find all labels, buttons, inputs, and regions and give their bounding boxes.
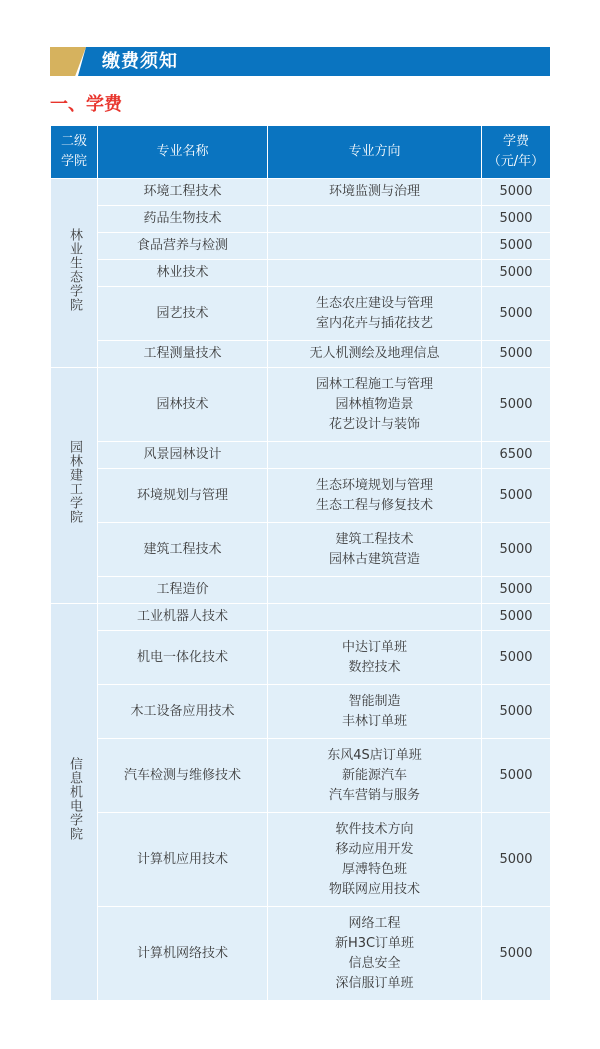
direction-item: 生态工程与修复技术 (315, 497, 433, 513)
direction-item: 汽车营销与服务 (328, 787, 420, 803)
college-cell: 园林建工学院 (51, 368, 98, 604)
header-college: 二级 学院 (51, 126, 98, 179)
direction-cell (268, 179, 482, 206)
direction-cell (268, 907, 482, 1001)
table-row (51, 577, 551, 604)
direction-item: 环境监测与治理 (328, 184, 420, 199)
major-cell: 药品生物技术 (98, 206, 268, 233)
direction-cell (268, 287, 482, 341)
section-title: 一、学费 (50, 94, 122, 115)
major-cell: 工程造价 (98, 577, 268, 604)
direction-item: 信息安全 (348, 955, 401, 971)
direction-item: 软件技术方向 (335, 821, 414, 837)
direction-cell (268, 469, 482, 523)
direction-item: 园林古建筑营造 (328, 551, 420, 567)
direction-item: 花艺设计与装饰 (328, 416, 420, 432)
direction-item: 园林工程施工与管理 (315, 376, 433, 392)
direction-cell (268, 260, 482, 287)
direction-cell (268, 739, 482, 813)
direction-item: 中达订单班 (341, 639, 407, 655)
banner-title: 缴费须知 (102, 51, 178, 72)
header-major: 专业名称 (98, 126, 268, 179)
direction-item: 建筑工程技术 (335, 531, 414, 547)
table-header-row (51, 126, 551, 179)
major-cell: 工业机器人技术 (98, 604, 268, 631)
direction-item: 移动应用开发 (335, 841, 414, 857)
table-row (51, 287, 551, 341)
fee-cell: 5000 (482, 206, 551, 233)
table-row (51, 631, 551, 685)
direction-item: 生态农庄建设与管理 (315, 295, 433, 311)
table-row (51, 233, 551, 260)
fee-cell: 5000 (482, 287, 551, 341)
direction-cell (268, 442, 482, 469)
major-cell: 建筑工程技术 (98, 523, 268, 577)
major-cell: 机电一体化技术 (98, 631, 268, 685)
major-cell: 林业技术 (98, 260, 268, 287)
direction-cell (268, 813, 482, 907)
direction-cell (268, 685, 482, 739)
header-fee: 学费 （元/年） (482, 126, 551, 179)
direction-item: 生态环境规划与管理 (315, 477, 433, 493)
table-row (51, 685, 551, 739)
major-cell: 计算机网络技术 (98, 907, 268, 1001)
fee-table (50, 125, 551, 1001)
major-cell: 计算机应用技术 (98, 813, 268, 907)
fee-cell: 5000 (482, 907, 551, 1001)
direction-item: 网络工程 (348, 915, 401, 931)
major-cell: 木工设备应用技术 (98, 685, 268, 739)
fee-cell: 5000 (482, 179, 551, 206)
table-body (51, 179, 551, 1001)
table-row (51, 341, 551, 368)
fee-cell: 5000 (482, 469, 551, 523)
table-row (51, 260, 551, 287)
fee-cell: 6500 (482, 442, 551, 469)
table-row (51, 368, 551, 442)
direction-item: 数控技术 (348, 659, 401, 675)
fee-cell: 5000 (482, 685, 551, 739)
fee-cell: 5000 (482, 260, 551, 287)
direction-item: 新H3C订单班 (334, 935, 415, 951)
major-cell: 食品营养与检测 (98, 233, 268, 260)
fee-cell: 5000 (482, 813, 551, 907)
fee-cell: 5000 (482, 604, 551, 631)
major-cell: 环境规划与管理 (98, 469, 268, 523)
direction-cell (268, 631, 482, 685)
fee-cell: 5000 (482, 631, 551, 685)
fee-cell: 5000 (482, 577, 551, 604)
fee-cell: 5000 (482, 739, 551, 813)
direction-cell (268, 206, 482, 233)
major-cell: 园艺技术 (98, 287, 268, 341)
table-row (51, 179, 551, 206)
direction-item: 深信服订单班 (335, 975, 414, 991)
fee-cell: 5000 (482, 341, 551, 368)
major-cell: 园林技术 (98, 368, 268, 442)
direction-cell (268, 604, 482, 631)
college-cell: 林业生态学院 (51, 179, 98, 368)
direction-item: 丰林订单班 (341, 713, 407, 729)
table-row (51, 206, 551, 233)
table-row (51, 469, 551, 523)
college-cell: 信息机电学院 (51, 604, 98, 1001)
direction-cell (268, 341, 482, 368)
table-row (51, 907, 551, 1001)
direction-item: 物联网应用技术 (328, 881, 420, 897)
direction-item: 园林植物造景 (335, 396, 414, 412)
table-row (51, 523, 551, 577)
major-cell: 工程测量技术 (98, 341, 268, 368)
direction-item: 智能制造 (348, 693, 401, 709)
direction-item: 厚溥特色班 (341, 861, 407, 877)
table-row (51, 813, 551, 907)
table-row (51, 739, 551, 813)
table-row (51, 442, 551, 469)
table-row (51, 604, 551, 631)
major-cell: 环境工程技术 (98, 179, 268, 206)
fee-cell: 5000 (482, 368, 551, 442)
header-direction: 专业方向 (268, 126, 482, 179)
direction-cell (268, 233, 482, 260)
direction-item: 新能源汽车 (341, 767, 407, 783)
fee-cell: 5000 (482, 523, 551, 577)
fee-cell: 5000 (482, 233, 551, 260)
direction-cell (268, 523, 482, 577)
direction-item: 无人机测绘及地理信息 (309, 346, 440, 361)
major-cell: 汽车检测与维修技术 (98, 739, 268, 813)
direction-cell (268, 368, 482, 442)
direction-item: 东风4S店订单班 (327, 747, 422, 763)
direction-cell (268, 577, 482, 604)
direction-item: 室内花卉与插花技艺 (315, 315, 433, 331)
major-cell: 风景园林设计 (98, 442, 268, 469)
title-banner (50, 47, 550, 76)
